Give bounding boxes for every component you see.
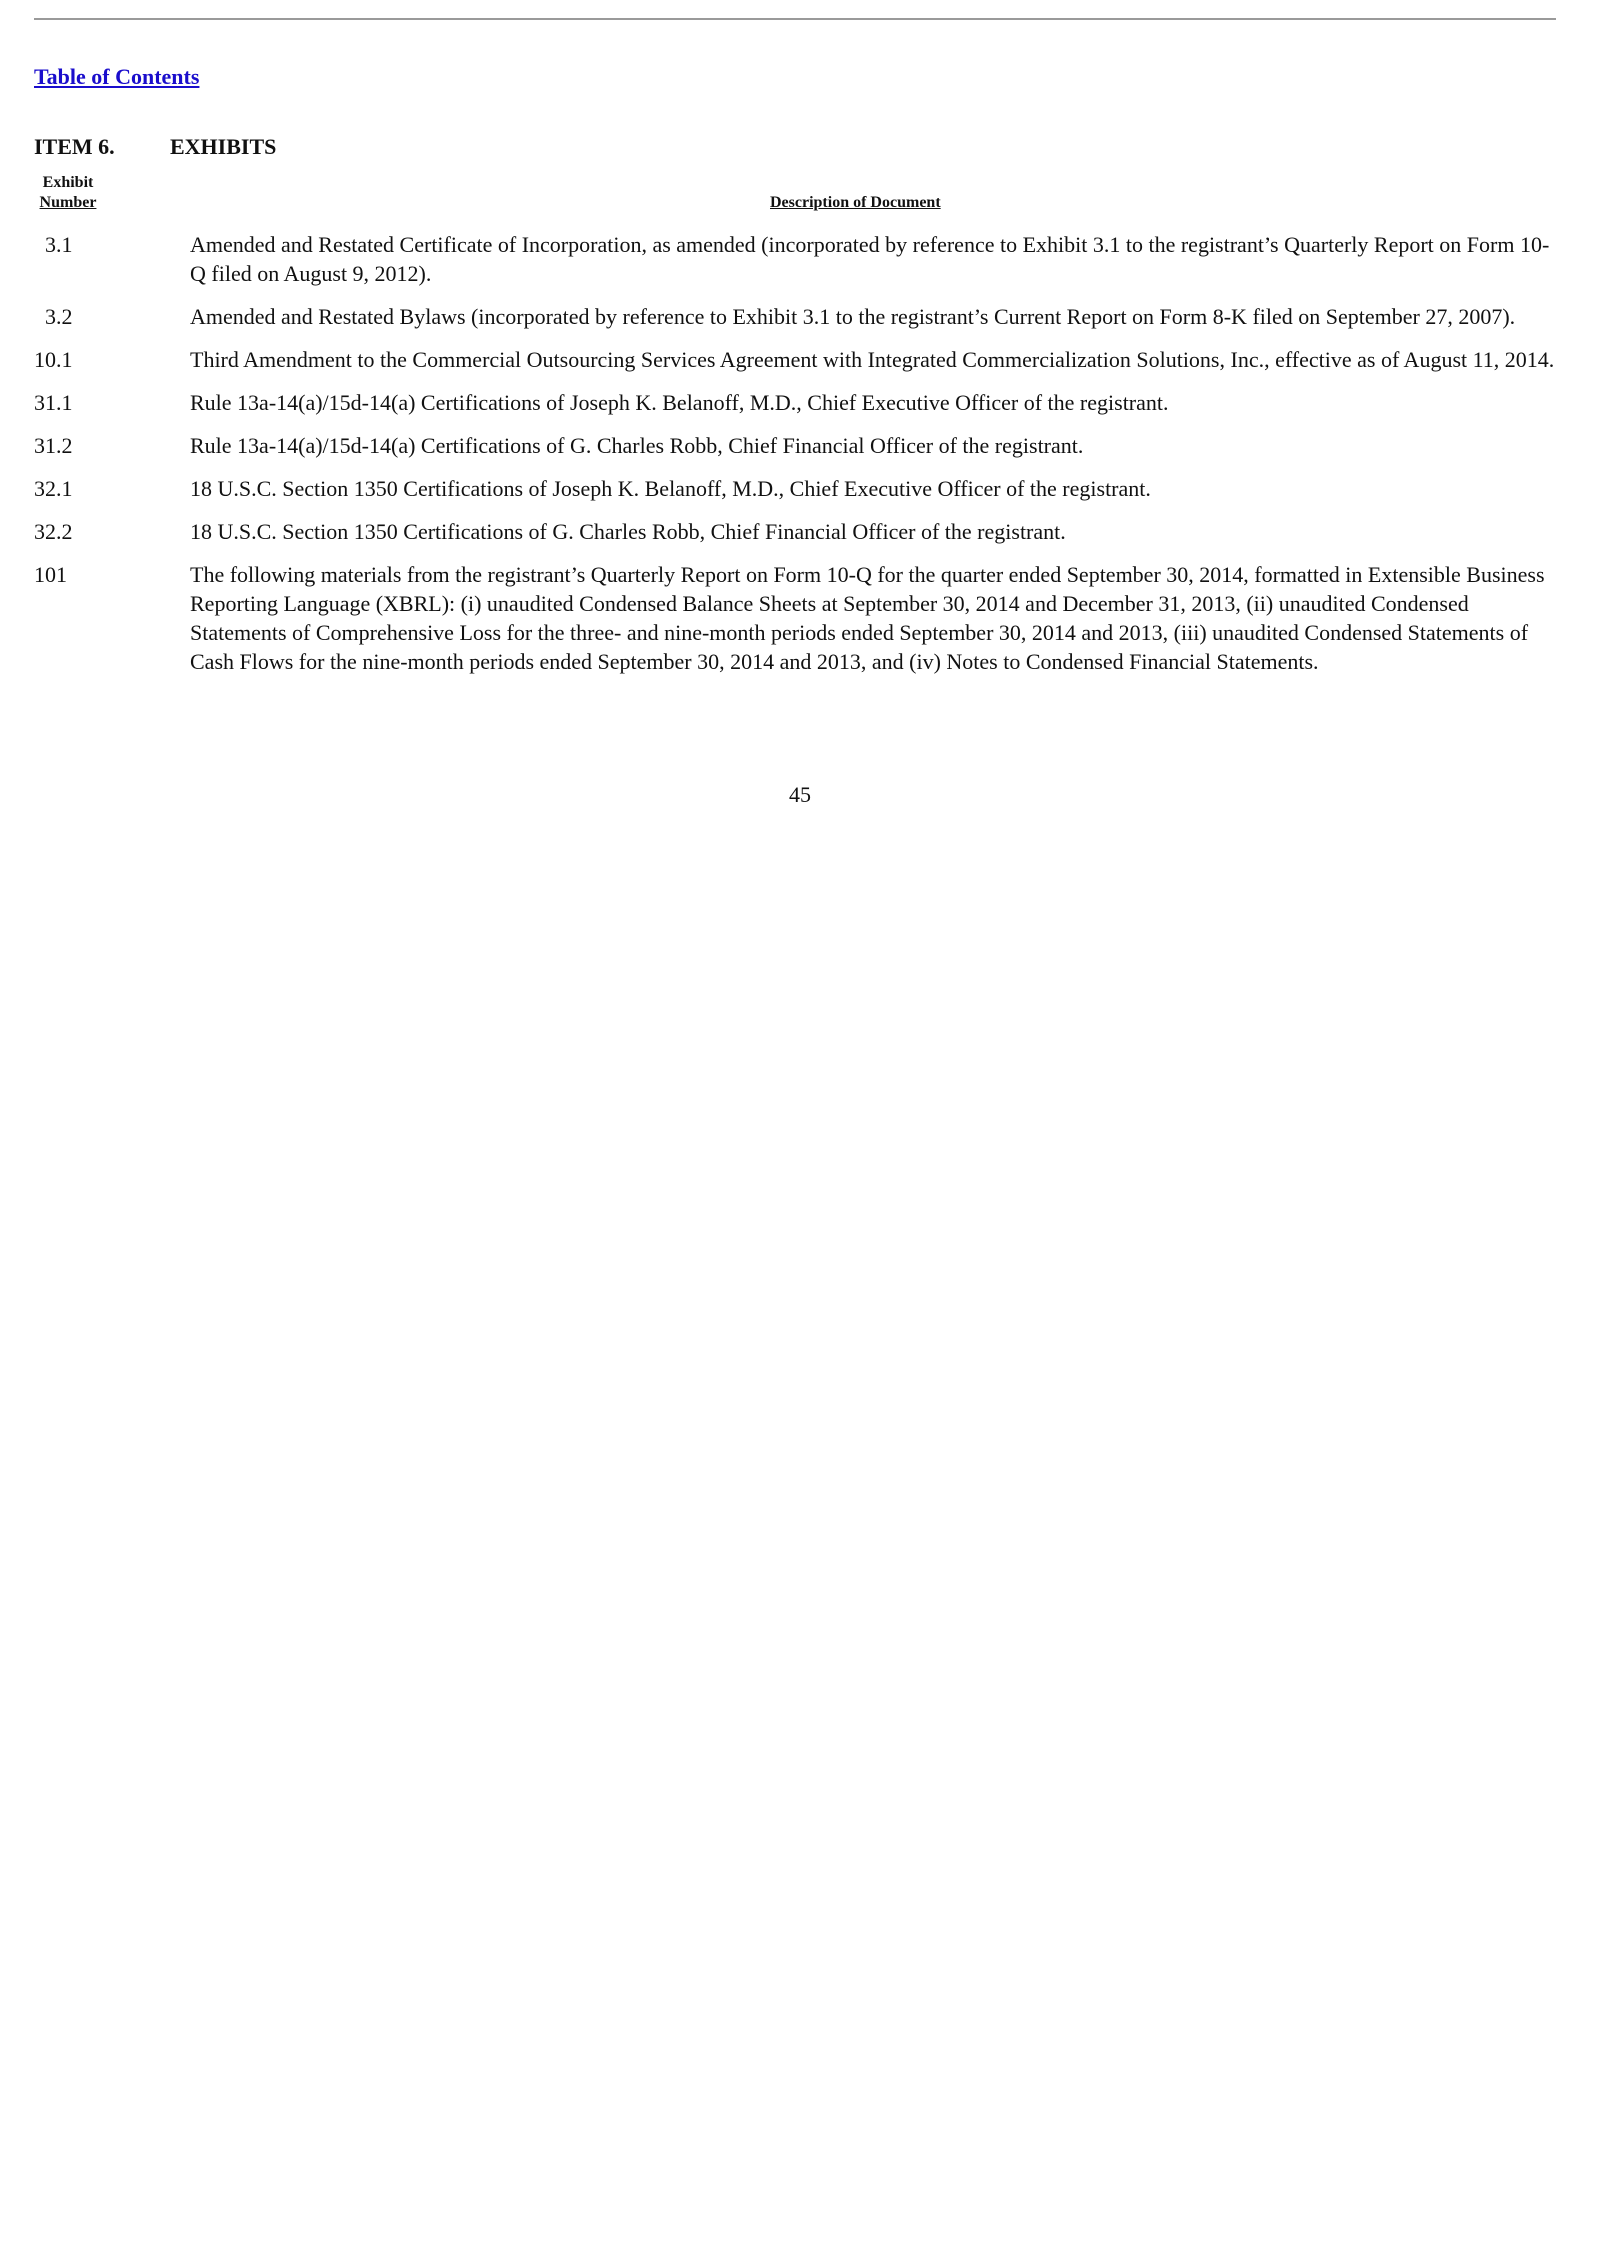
table-row <box>34 560 1558 676</box>
table-row <box>34 302 1558 331</box>
exhibit-table <box>34 230 1558 690</box>
column-header-number-line: Number <box>39 194 97 211</box>
section-heading <box>34 134 276 160</box>
exhibit-number: 3.2 <box>45 304 73 329</box>
item-number: ITEM 6. <box>34 134 115 159</box>
table-of-contents-link[interactable]: Table of Contents <box>34 64 200 89</box>
exhibit-description: Rule 13a-14(a)/15d-14(a) Certifications of Joseph K. Belanoff, M.D., Chief Executive Officer of the registrant. <box>190 390 1169 415</box>
exhibit-number: 32.1 <box>34 476 73 501</box>
table-row <box>34 230 1558 288</box>
table-row <box>34 345 1558 374</box>
table-row <box>34 517 1558 546</box>
exhibit-number: 32.2 <box>34 519 73 544</box>
exhibit-number: 10.1 <box>34 347 73 372</box>
column-header-exhibit-number <box>34 173 102 213</box>
table-row <box>34 431 1558 460</box>
exhibit-number: 31.2 <box>34 433 73 458</box>
exhibit-number: 3.1 <box>45 232 73 257</box>
exhibit-description: 18 U.S.C. Section 1350 Certifications of G. Charles Robb, Chief Financial Officer of the registrant. <box>190 519 1066 544</box>
item-title: EXHIBITS <box>170 134 277 159</box>
exhibit-description: Third Amendment to the Commercial Outsourcing Services Agreement with Integrated Commercialization Solutions, Inc., effective as of August 11, 2014. <box>190 347 1555 372</box>
exhibit-description: Amended and Restated Bylaws (incorporated by reference to Exhibit 3.1 to the registrant’s Current Report on Form 8-K filed on September 27, 2007). <box>190 304 1516 329</box>
table-row <box>34 388 1558 417</box>
exhibit-description: Rule 13a-14(a)/15d-14(a) Certifications of G. Charles Robb, Chief Financial Officer of the registrant. <box>190 433 1084 458</box>
table-row <box>34 474 1558 503</box>
page-number: 45 <box>789 782 811 807</box>
top-divider <box>34 18 1556 20</box>
column-header-exhibit-line: Exhibit <box>42 174 94 191</box>
exhibit-description: 18 U.S.C. Section 1350 Certifications of Joseph K. Belanoff, M.D., Chief Executive Officer of the registrant. <box>190 476 1151 501</box>
exhibit-number: 101 <box>34 562 67 587</box>
exhibit-description: Amended and Restated Certificate of Incorporation, as amended (incorporated by reference to Exhibit 3.1 to the registrant’s Quarterly Report on Form 10-Q filed on August 9, 2012). <box>190 232 1550 286</box>
exhibit-description: The following materials from the registrant’s Quarterly Report on Form 10-Q for the quarter ended September 30, 2014, formatted in Extensible Business Reporting Language (XBRL): (i) unaudited Condensed Balance Sheets at September 30, 2014 and December 31, 2013, (ii) unaudited Condensed Statements of Comprehensive Loss for the three- and nine-month periods ended September 30, 2014 and 2013, (iii) unaudited Condensed Statements of Cash Flows for the nine-month periods ended September 30, 2014 and 2013, and (iv) Notes to Condensed Financial Statements. <box>190 562 1545 674</box>
column-header-description: Description of Document <box>770 194 941 211</box>
exhibit-number: 31.1 <box>34 390 73 415</box>
